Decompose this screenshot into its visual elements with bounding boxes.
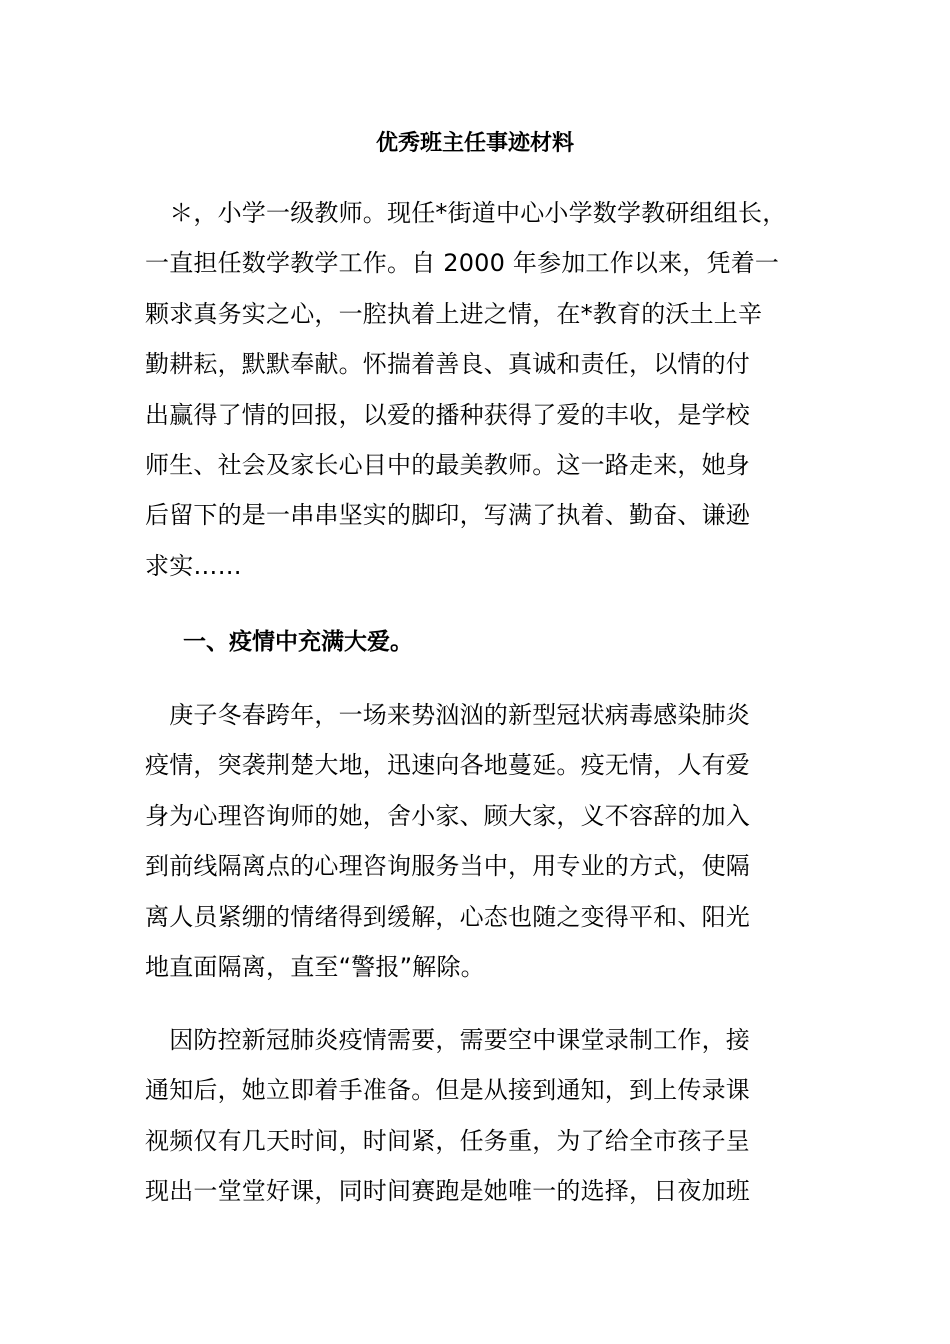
paragraph-line: 离人员紧绷的情绪得到缓解，心态也随之变得平和、阳光: [145, 902, 750, 931]
paragraph-line: 地直面隔离，直至“警报”解除。: [145, 952, 485, 981]
body-paragraph-1: [145, 690, 810, 992]
paragraph-line: 庚子冬春跨年，一场来势汹汹的新型冠状病毒感染肺炎: [145, 701, 750, 729]
intro-line: 出赢得了情的回报，以爱的播种获得了爱的丰收，是学校: [145, 400, 750, 429]
intro-line: 师生、社会及家长心目中的最美教师。这一路走来，她身: [145, 450, 750, 479]
intro-line: 颗求真务实之心，一腔执着上进之情，在*教育的沃土上辛: [145, 299, 763, 328]
paragraph-line: 身为心理咨询师的她，舍小家、顾大家，义不容辞的加入: [145, 801, 750, 830]
intro-line: 勤耕耘，默默奉献。怀揣着善良、真诚和责任，以情的付: [145, 350, 750, 379]
body-paragraph-2: [145, 1015, 810, 1217]
intro-line: 一直担任数学教学工作。自 2000 年参加工作以来，凭着一: [145, 249, 780, 278]
document-title: 优秀班主任事迹材料: [375, 131, 574, 156]
paragraph-line: 疫情，突袭荆楚大地，迅速向各地蔓延。疫无情，人有爱: [145, 751, 750, 780]
intro-line: ＊，小学一级教师。现任*街道中心小学数学教研组组长，: [145, 199, 787, 227]
paragraph-line: 通知后，她立即着手准备。但是从接到通知，到上传录课: [145, 1076, 750, 1105]
intro-line: 后留下的是一串串坚实的脚印，写满了执着、勤奋、谦逊: [145, 501, 750, 530]
paragraph-line: 视频仅有几天时间，时间紧，任务重，为了给全市孩子呈: [145, 1126, 750, 1155]
paragraph-line: 因防控新冠肺炎疫情需要，需要空中课堂录制工作，接: [145, 1026, 750, 1054]
section-heading: 一、疫情中充满大爱。: [183, 629, 413, 655]
paragraph-line: 现出一堂堂好课，同时间赛跑是她唯一的选择，日夜加班: [145, 1177, 750, 1206]
intro-paragraph: [145, 188, 810, 591]
paragraph-line: 到前线隔离点的心理咨询服务当中，用专业的方式，使隔: [145, 852, 750, 881]
intro-line: 求实……: [145, 551, 242, 580]
